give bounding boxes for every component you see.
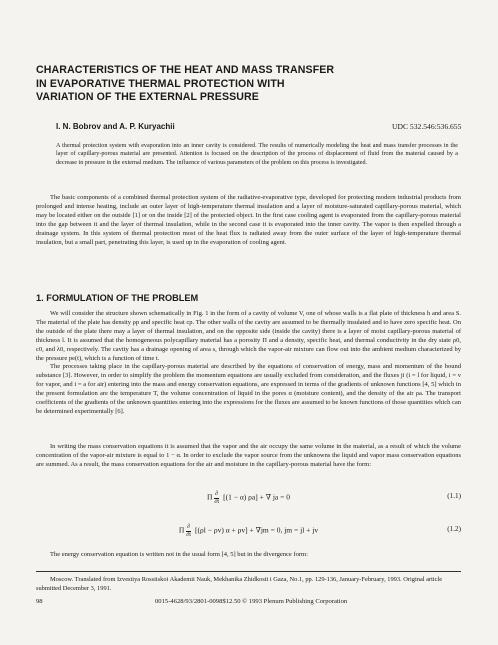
body-paragraph: The processes taking place in the capillary-porous material are described by the equations of conservation of energy, mass and momentum of the bound substance [3]. However, in order to simplify the problem the momentum equations are usually excluded from consideration, and the fluxes ji (i = l for liquid, i = v for vapor, and i = a for air) entering into the mass and energy conservation equations, are expressed in terms of the gradients of unknown functions [4, 5] which in the present formulation are the temperature T, the volume concentration of liquid in the pores α (moisture content), and the density of the air ρa. The transport coefficients of the gradients of the unknown quantities entering into the expressions for the fluxes are assumed to be known functions of those quantities which can be determined experimentally [6]. [36, 363, 461, 415]
title-line: VARIATION OF THE EXTERNAL PRESSURE [36, 91, 259, 103]
title-line: CHARACTERISTICS OF THE HEAT AND MASS TRANSFER [36, 64, 335, 76]
equation-number: (1.2) [447, 525, 461, 533]
equation-text: [(1 − α) ρa] + ∇ ja = 0 [221, 492, 290, 502]
body-paragraph: The energy conservation equation is written not in the usual form [4, 5] but in the divergence form: [50, 551, 308, 558]
abstract: A thermal protection system with evaporation into an inner cavity is considered. The results of numerically modeling the heat and mass transfer processes in the layer of capillary-porous material are presented. Attention is focused on the description of the process of displacement of fluid from the material caused by a decrease in pressure in the external medium. The influence of various parameters of the problem on this process is investigated. [56, 143, 458, 166]
fraction-denominator: ∂t [214, 498, 220, 505]
body-paragraph: In writing the mass conservation equations it is assumed that the vapor and the air occupy the same volume in the material, as a result of which the volume concentration of the vapor-air mixture is equal to 1 − α. In order to exclude the vapor source from the unknowns the liquid and vapor mass conservation equations are summed. As a result, the mass conservation equations for the air and moisture in the capillary-porous material have the form: [36, 443, 461, 468]
equation-1-1 [36, 491, 461, 505]
equation-expression [36, 524, 461, 538]
fraction-numerator: ∂ [215, 491, 219, 497]
authors: I. N. Bobrov and A. P. Kuryachii [56, 122, 175, 131]
equation-number: (1.1) [447, 492, 461, 500]
fraction-denominator: ∂t [186, 531, 191, 538]
article-title [36, 64, 456, 105]
equation-text: Π [178, 525, 185, 535]
footnote-divider [36, 571, 461, 572]
equation-text: [(ρl − ρv) α + ρv] + ∇jm = 0, jm = jl + jv [193, 525, 319, 535]
equation-1-2 [36, 524, 461, 538]
equation-fraction [214, 491, 219, 505]
body-paragraph: We will consider the structure shown schematically in Fig. 1 in the form of a cavity of volume V, one of whose walls is a flat plate of thickness h and area S. The material of the plate has density ρp and specific heat cp. The other walls of the cavity are assumed to be thermally insulated and to have zero specific heat. On the outside of the plate there may a layer of thermal insulation, and on the opposite side (inside the cavity) there is a layer of moist capillary-porous material of thickness l. It is assumed that the homogeneous polycapillary material has a porosity Π and a density, specific heat, and thermal conductivity in the dry state ρ0, c0, and λ0, respectively. The cavity has a drainage opening of area s, through which the vapor-air mixture can flow out into the ambient medium characterized by the pressure pe(t), which is a function of time t. [36, 310, 461, 362]
copyright-line: 0015-4628/93/2801-0098$12.50 © 1993 Plenum Publishing Corporation [155, 598, 348, 605]
page-number: 98 [36, 598, 43, 605]
equation-text: Π [207, 492, 213, 502]
section-heading: 1. FORMULATION OF THE PROBLEM [36, 293, 199, 303]
intro-paragraph: The basic components of a combined thermal protection system of the radiative-evaporative type, developed for protecting modern industrial products from prolonged and intense heating, include an outer layer of high-temperature thermal insulation and a layer of moisture-saturated capillary-porous material, which may be located either on the outside [1] or on the inside [2] of the protected object. In the first case cooling agent is evaporated from the capillary-porous material into the gap between it and the layer of thermal insulation, while in the second case it is evaporated into the inner cavity. The vapor is then expelled through a drainage system. In this system of thermal protection most of the heat flux is radiated away from the outer surface of the layer of high-temperature thermal insulation, but a small part, penetrating this layer, is used up in the evaporation of cooling agent. [36, 194, 461, 246]
title-line: IN EVAPORATIVE THERMAL PROTECTION WITH [36, 77, 285, 90]
footnote: Moscow. Translated from Izvestiya Rossiiskoi Akademii Nauk, Mekhanika Zhidkosti i Gaza, No.1, pp. 129-136, January-February, 1993. Original article submitted December 3, 1991. [36, 576, 443, 592]
equation-expression [36, 491, 461, 505]
equation-fraction [186, 524, 191, 538]
udc-code: UDC 532.546:536.655 [392, 122, 462, 131]
fraction-numerator: ∂ [187, 524, 191, 530]
